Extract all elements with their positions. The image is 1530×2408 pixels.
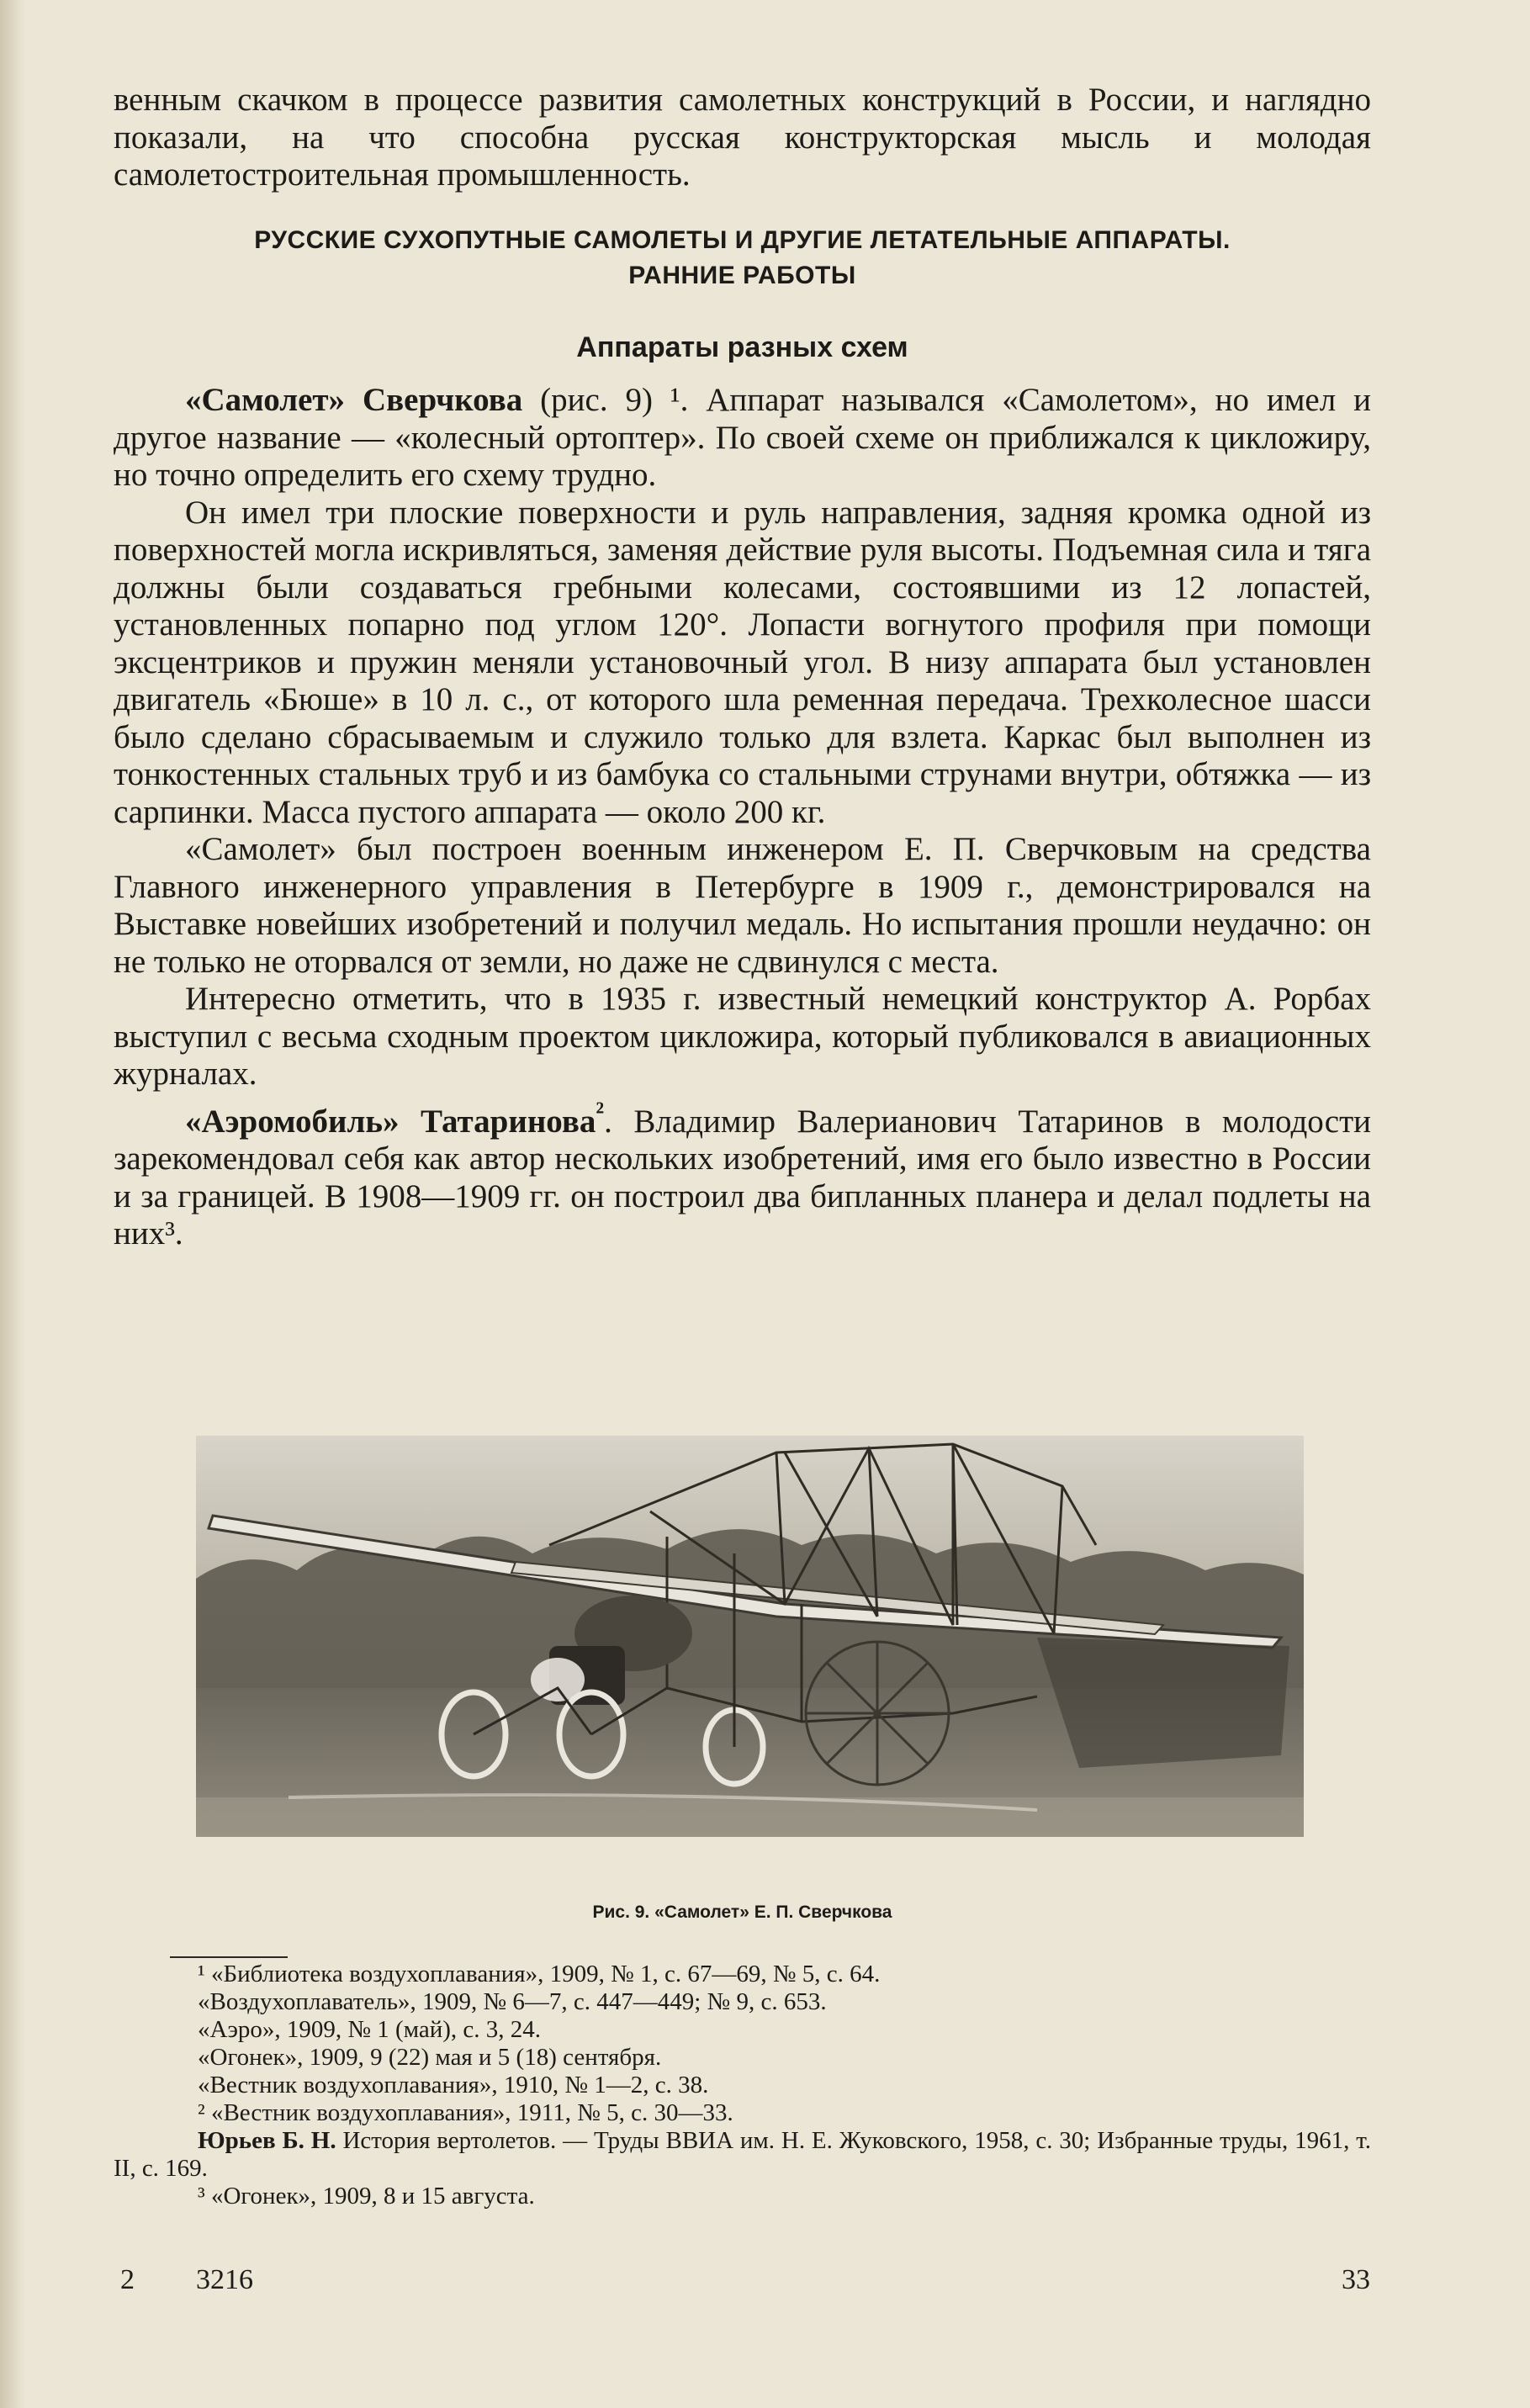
sverchkov-paragraph-1-text: (рис. 9) ¹. Аппарат назывался «Самолетом», но имел и другое название — «колесный ортоптер». По своей схеме он приближался к цикложиру, но точно определить его схему трудно. <box>114 382 1371 493</box>
footnote-line-3: «Аэро», 1909, № 1 (май), с. 3, 24. <box>198 2016 542 2043</box>
sverchkov-title: «Самолет» Сверчкова <box>185 382 523 418</box>
section-heading <box>114 223 1371 294</box>
figure-9-photo <box>196 1436 1304 1837</box>
intro-text <box>114 82 1371 194</box>
footnote-divider <box>170 1956 288 1958</box>
section-heading-line-2: РАННИЕ РАБОТЫ <box>628 262 856 289</box>
main-text <box>114 382 1371 1253</box>
footnotes <box>114 1961 1371 2210</box>
footnote-yuriev-author: Юрьев Б. Н. <box>198 2127 336 2154</box>
footnote-line-5: «Вестник воздухоплавания», 1910, № 1—2, с. 38. <box>198 2072 709 2098</box>
page-number: 33 <box>1342 2264 1370 2295</box>
footnote-yuriev-text: История вертолетов. — Труды ВВИА им. Н. Е. Жуковского, 1958, с. 30; Избранные труды, 1961, т. II, с. 169. <box>114 2127 1371 2182</box>
footnote-yuriev <box>114 2127 1371 2183</box>
sverchkov-paragraph-2: Он имел три плоские поверхности и руль направления, задняя кромка одной из поверхностей могла искривляться, заменяя действие руля высоты. Подъемная сила и тяга должны были создаваться гребными колесами, состоявшими из 12 лопастей, установленных попарно под углом 120°. Лопасти вогнутого профиля при помощи эксцентриков и пружин меняли установочный угол. В низу аппарата был установлен двигатель «Бюше» в 10 л. с., от которого шла ременная передача. Трехколесное шасси было сделано сбрасываемым и служило только для взлета. Каркас был выполнен из тонкостенных стальных труб и из бамбука со стальными струнами внутри, обтяжка — из сарпинки. Масса пустого аппарата — около 200 кг. <box>114 494 1371 830</box>
figure-caption: Рис. 9. «Самолет» Е. П. Сверчкова <box>592 1903 892 1922</box>
sverchkov-paragraph-1 <box>114 382 1371 495</box>
footnote-line-1: ¹ «Библиотека воздухоплавания», 1909, № 1, с. 67—69, № 5, с. 64. <box>198 1961 881 1987</box>
tatarinov-paragraph-1-text: . Владимир Валерианович Татаринов в молодости зарекомендовал себя как автор нескольких изобретений, имя его было известно в России и за границей. В 1908—1909 гг. он построил два бипланных планера и делал подлеты на них³. <box>114 1103 1371 1252</box>
tatarinov-paragraph-1 <box>114 1093 1371 1253</box>
tatarinov-title-footnote-mark: ² <box>596 1096 605 1127</box>
sverchkov-paragraph-4: Интересно отметить, что в 1935 г. известный немецкий конструктор А. Рорбах выступил с весьма сходным проектом цикложира, который публиковался в авиационных журналах. <box>114 981 1371 1092</box>
footnote-line-last: ³ «Огонек», 1909, 8 и 15 августа. <box>198 2183 535 2210</box>
sverchkov-aircraft-illustration <box>196 1436 1304 1837</box>
footnote-line-2: «Воздухоплаватель», 1909, № 6—7, с. 447—449; № 9, с. 653. <box>198 1988 827 2015</box>
section-heading-line-1: РУССКИЕ СУХОПУТНЫЕ САМОЛЕТЫ И ДРУГИЕ ЛЕТАТЕЛЬНЫЕ АППАРАТЫ. <box>254 226 1231 254</box>
sverchkov-paragraph-3: «Самолет» был построен военным инженером Е. П. Сверчковым на средства Главного инженерного управления в Петербурге в 1909 г., демонстрировался на Выставке новейших изобретений и получил медаль. Но испытания прошли неудачно: он не только не оторвался от земли, но даже не сдвинулся с места. <box>114 831 1371 980</box>
tatarinov-title: «Аэромобиль» Татаринова <box>185 1103 596 1140</box>
signature-number: 3216 <box>196 2264 253 2295</box>
intro-paragraph: венным скачком в процессе развития самолетных конструкций в России, и наглядно показали, на что способна русская конструкторская мысль и молодая самолетостроительная промышленность. <box>114 82 1371 193</box>
footnote-line-6: ² «Вестник воздухоплавания», 1911, № 5, с. 30—33. <box>198 2099 733 2126</box>
signature-mark: 2 <box>120 2264 135 2295</box>
page-edge-shadow <box>0 0 25 2408</box>
footnote-line-4: «Огонек», 1909, 9 (22) мая и 5 (18) сентября. <box>198 2044 662 2071</box>
subheading: Аппараты разных схем <box>576 331 908 363</box>
